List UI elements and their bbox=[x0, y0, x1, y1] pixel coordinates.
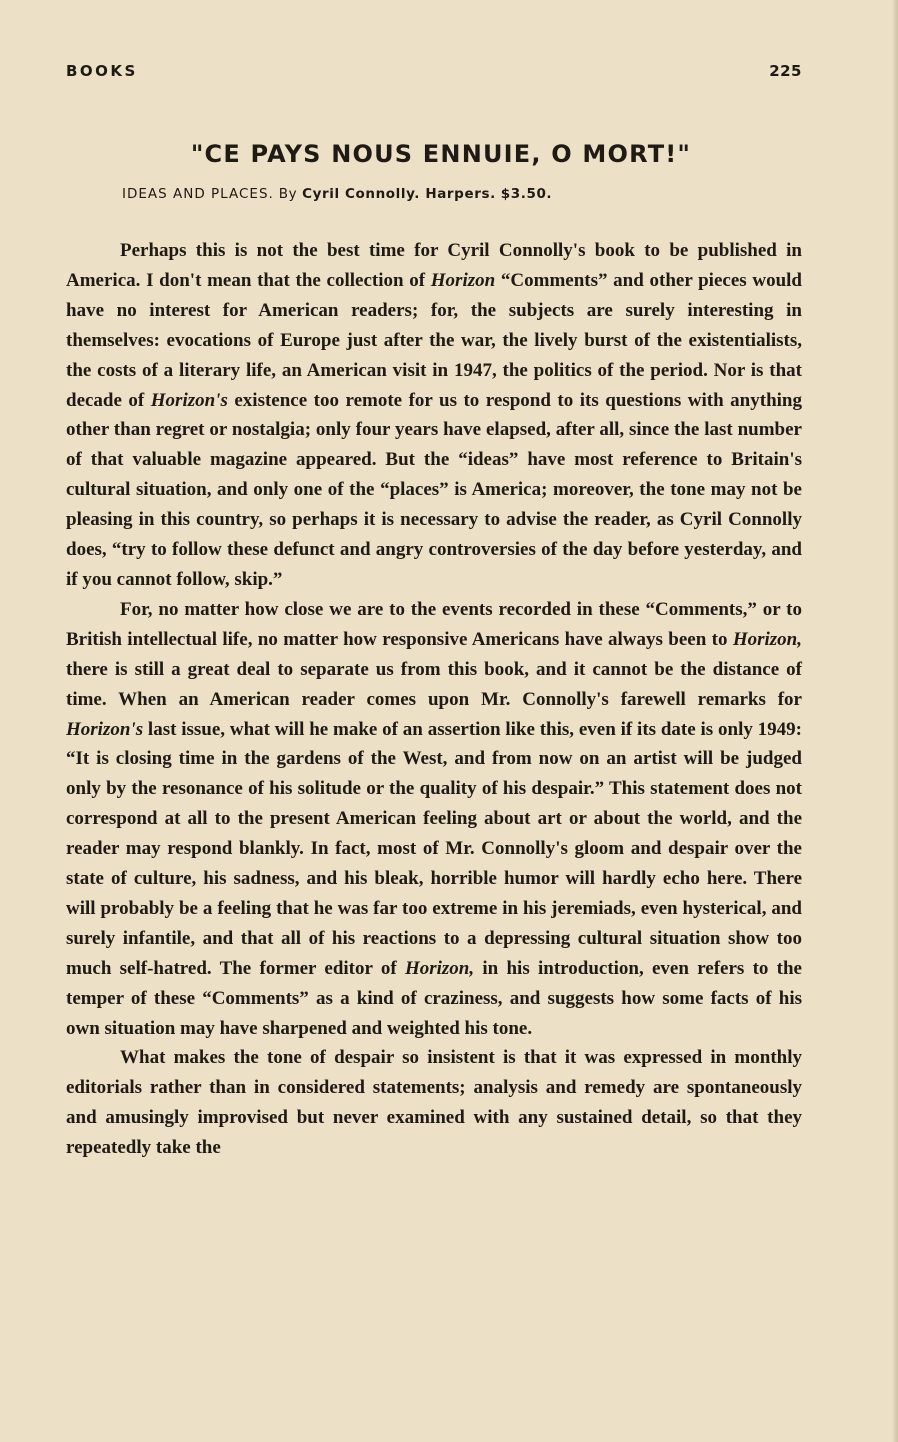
text-run: Perhaps this is not the best time for Cyril Connolly's book to be published in America. I don't mean that the collection of bbox=[66, 240, 802, 291]
text-run: existence too remote for us to respond to its questions with anything other than regret or nostalgia; only four years have elapsed, after all, since the last number of that valuable magazine appeared. But the “ideas” have most reference to Britain's cultural situation, and only one of the “places” is America; moreover, the tone may not be pleasing in this country, so perhaps it is necessary to advise the reader, as Cyril Connolly does, “try to follow these defunct and angry controversies of the day before yesterday, and if you cannot follow, skip.” bbox=[66, 389, 802, 590]
italic-title-run: Horizon bbox=[430, 269, 496, 291]
text-run: For, no matter how close we are to the events recorded in these “Comments,” or to British intellectual life, no matter how responsive Americans have always been to bbox=[66, 598, 802, 650]
text-run: “Comments” and other pieces would have no interest for American readers; for, the subjects are surely interesting in themselves: evocations of Europe just after the war, the lively burst of the existentialists, the costs of a literary life, an American visit in 1947, the politics of the period. Nor is that decade of bbox=[66, 269, 802, 411]
paragraph bbox=[66, 1043, 802, 1163]
page-number: 225 bbox=[769, 62, 802, 80]
text-run: in his introduction, even refers to the temper of these “Comments” as a kind of craziness, and suggests how some facts of his own situation may have sharpened and weighted his tone. bbox=[66, 957, 802, 1039]
book-author-publisher: Cyril Connolly. Harpers. bbox=[302, 186, 496, 202]
italic-title-run: Horizon, bbox=[404, 957, 475, 979]
italic-title-run: Horizon, bbox=[732, 628, 802, 650]
text-run: What makes the tone of despair so insistent is that it was expressed in monthly editorials rather than in considered statements; analysis and remedy are spontaneously and amusingly improvised but never examined with any sustained detail, so that they repeatedly take the bbox=[66, 1047, 802, 1159]
italic-title-run: Horizon's bbox=[150, 389, 228, 411]
italic-title-run: Horizon's bbox=[66, 718, 144, 740]
running-head bbox=[66, 62, 802, 92]
book-info bbox=[122, 186, 802, 202]
text-run: there is still a great deal to separate us from this book, and it cannot be the distance of time. When an American reader comes upon Mr. Connolly's farewell remarks for bbox=[66, 658, 802, 710]
paragraph bbox=[66, 236, 802, 595]
section-label: BOOKS bbox=[66, 62, 138, 80]
page-edge-shadow bbox=[892, 0, 898, 1442]
book-by: By bbox=[278, 186, 298, 202]
paragraph bbox=[66, 595, 802, 1044]
article-body bbox=[66, 236, 802, 1163]
text-run: last issue, what will he make of an assertion like this, even if its date is only 1949: “It is closing time in the gardens of the West, and from now on an artist will be judged only by the resonance of his solitude or the quality of his despair.” This statement does not correspond at all to the present American feeling about art or about the world, and the reader may respond blankly. In fact, most of Mr. Connolly's gloom and despair over the state of culture, his sadness, and his bleak, horrible humor will hardly echo here. There will probably be a feeling that he was far too extreme in his jeremiads, even hysterical, and surely infantile, and that all of his reactions to a depressing cultural situation show too much self-hatred. The former editor of bbox=[66, 718, 802, 979]
article-title: "CE PAYS NOUS ENNUIE, O MORT!" bbox=[190, 140, 692, 168]
book-title: IDEAS AND PLACES. bbox=[122, 186, 274, 202]
book-price: $3.50. bbox=[500, 186, 553, 202]
